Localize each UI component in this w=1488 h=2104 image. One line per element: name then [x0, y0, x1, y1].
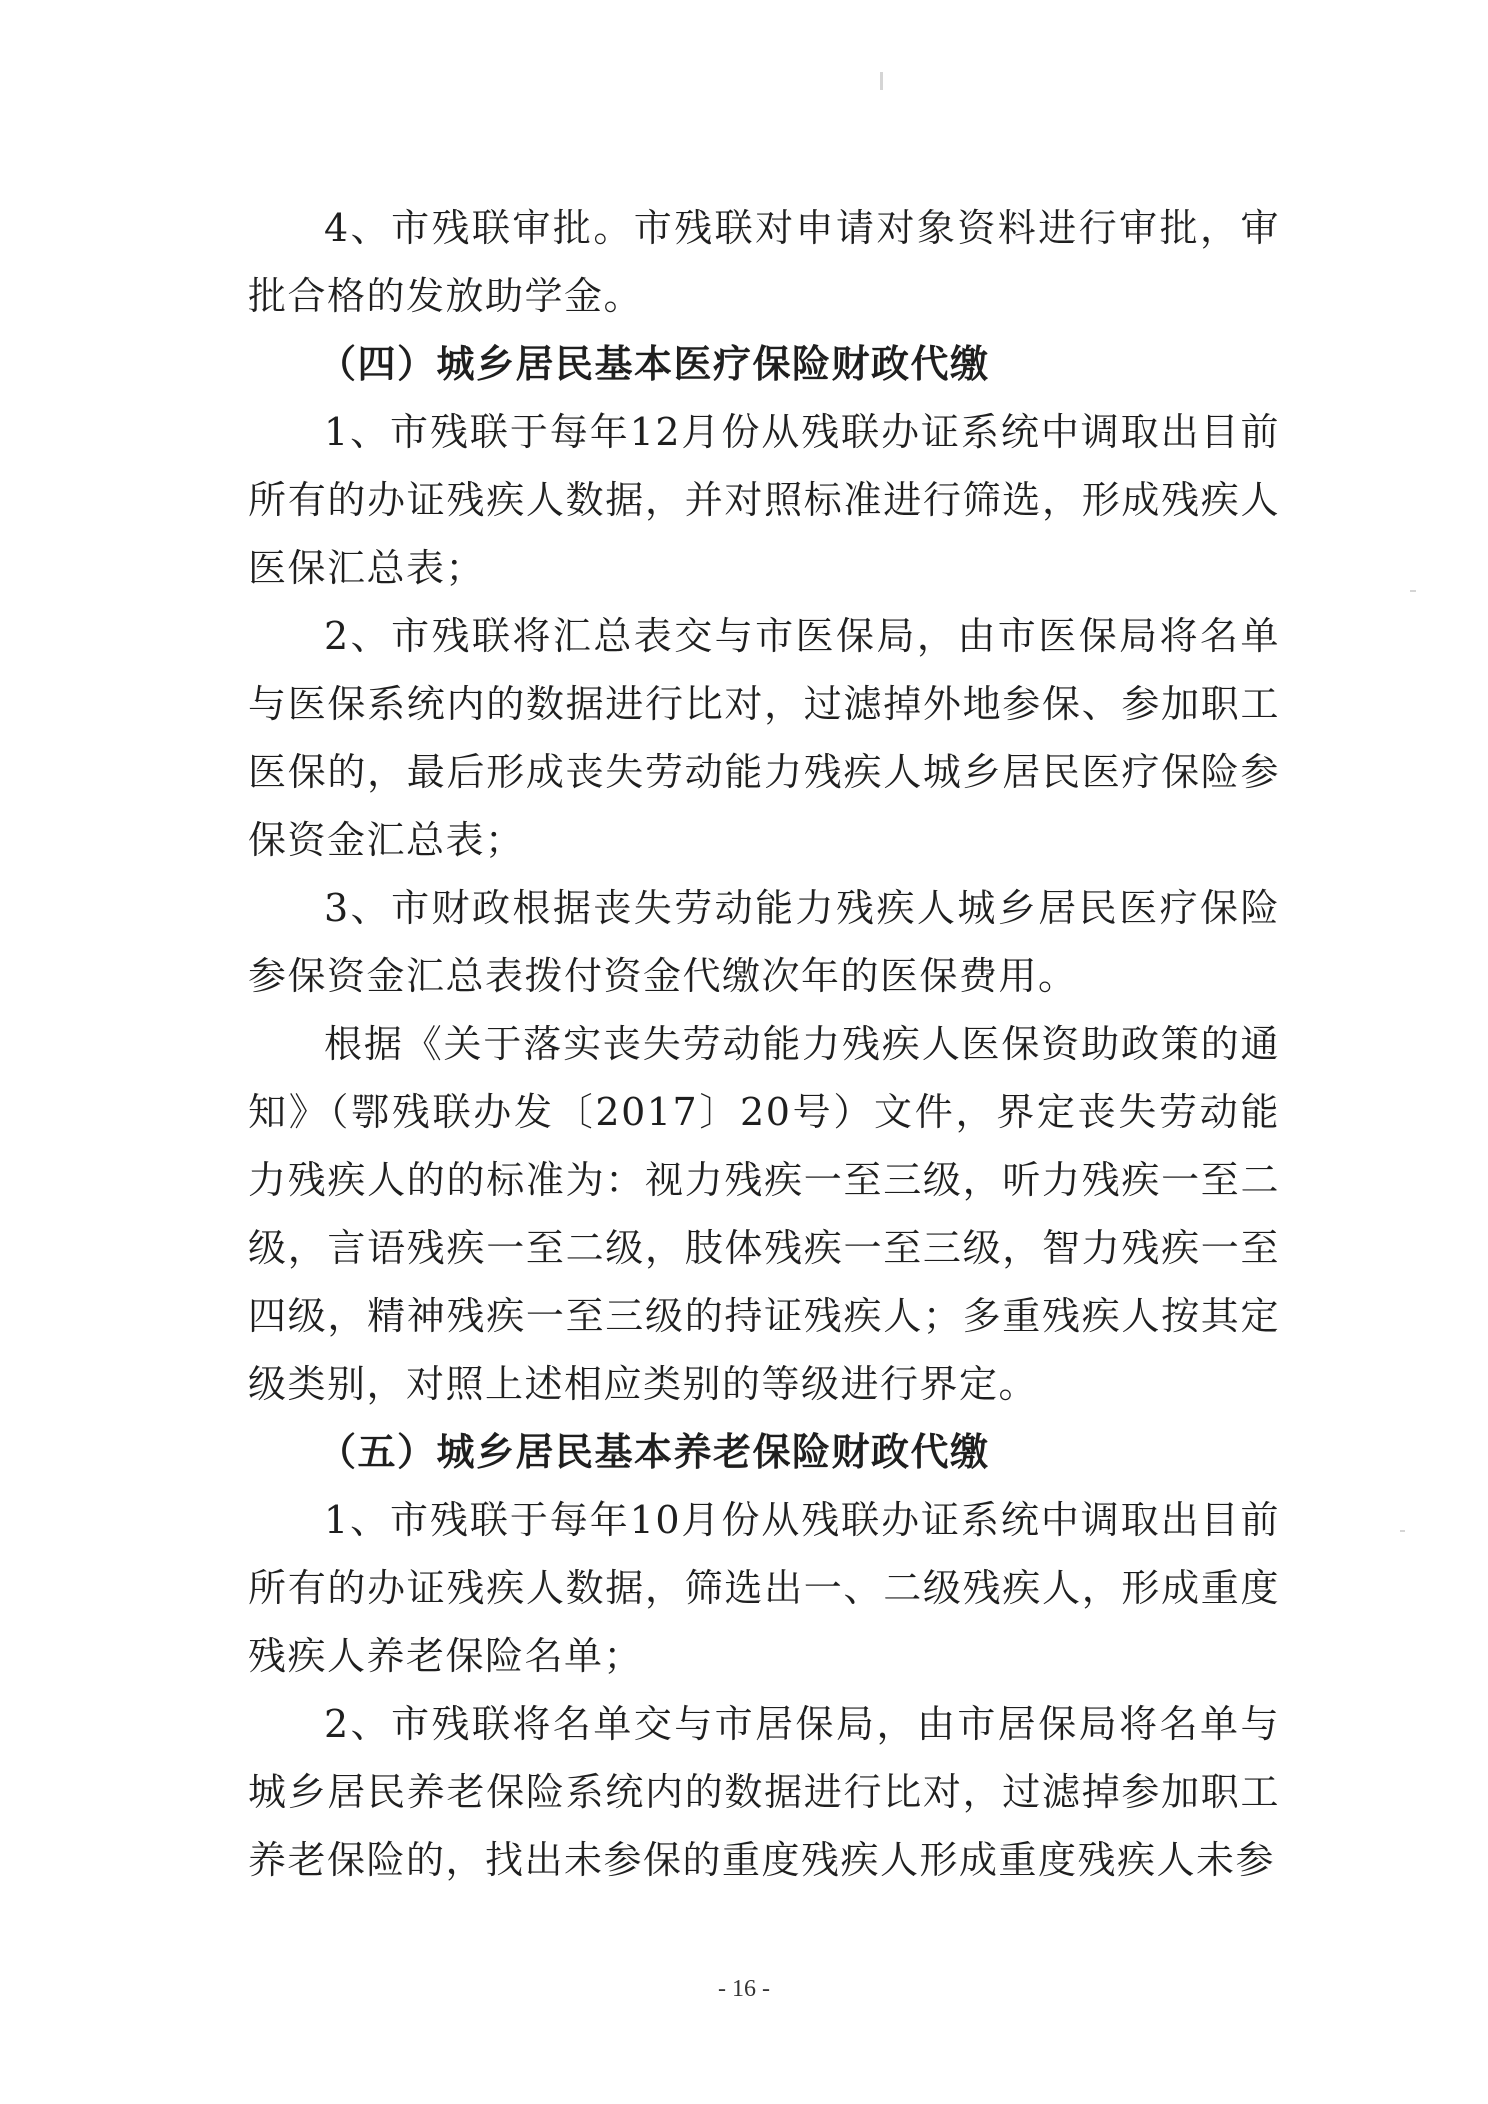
scan-speck — [1400, 1530, 1405, 1532]
paragraph-medical-step-1: 1、市残联于每年12月份从残联办证系统中调取出目前所有的办证残疾人数据，并对照标准进行筛选，形成残疾人医保汇总表； — [248, 410, 1280, 590]
paragraph-medical-step-3: 3、市财政根据丧失劳动能力残疾人城乡居民医疗保险参保资金汇总表拨付资金代缴次年的医保费用。 — [248, 886, 1280, 998]
paragraph-medical-step-2: 2、市残联将汇总表交与市医保局，由市医保局将名单与医保系统内的数据进行比对，过滤掉外地参保、参加职工医保的，最后形成丧失劳动能力残疾人城乡居民医疗保险参保资金汇总表； — [248, 614, 1280, 862]
section-heading-medical-insurance: （四）城乡居民基本医疗保险财政代缴 — [318, 342, 990, 386]
section-heading-pension-insurance: （五）城乡居民基本养老保险财政代缴 — [318, 1430, 990, 1474]
scan-speck — [1410, 590, 1416, 592]
scan-speck — [880, 72, 883, 90]
paragraph-approval: 4、市残联审批。市残联对申请对象资料进行审批，审批合格的发放助学金。 — [248, 206, 1280, 318]
paragraph-pension-step-2: 2、市残联将名单交与市居保局，由市居保局将名单与城乡居民养老保险系统内的数据进行比对，过滤掉参加职工养老保险的，找出未参保的重度残疾人形成重度残疾人未参 — [248, 1702, 1280, 1882]
page-number: - 16 - — [718, 1976, 770, 2002]
paragraph-pension-step-1: 1、市残联于每年10月份从残联办证系统中调取出目前所有的办证残疾人数据，筛选出一、二级残疾人，形成重度残疾人养老保险名单； — [248, 1498, 1280, 1678]
paragraph-disability-criteria: 根据《关于落实丧失劳动能力残疾人医保资助政策的通知》（鄂残联办发〔2017〕20号）文件，界定丧失劳动能力残疾人的的标准为：视力残疾一至三级，听力残疾一至二级，言语残疾一至二级，肢体残疾一至三级，智力残疾一至四级，精神残疾一至三级的持证残疾人；多重残疾人按其定级类别，对照上述相应类别的等级进行界定。 — [248, 1022, 1280, 1406]
